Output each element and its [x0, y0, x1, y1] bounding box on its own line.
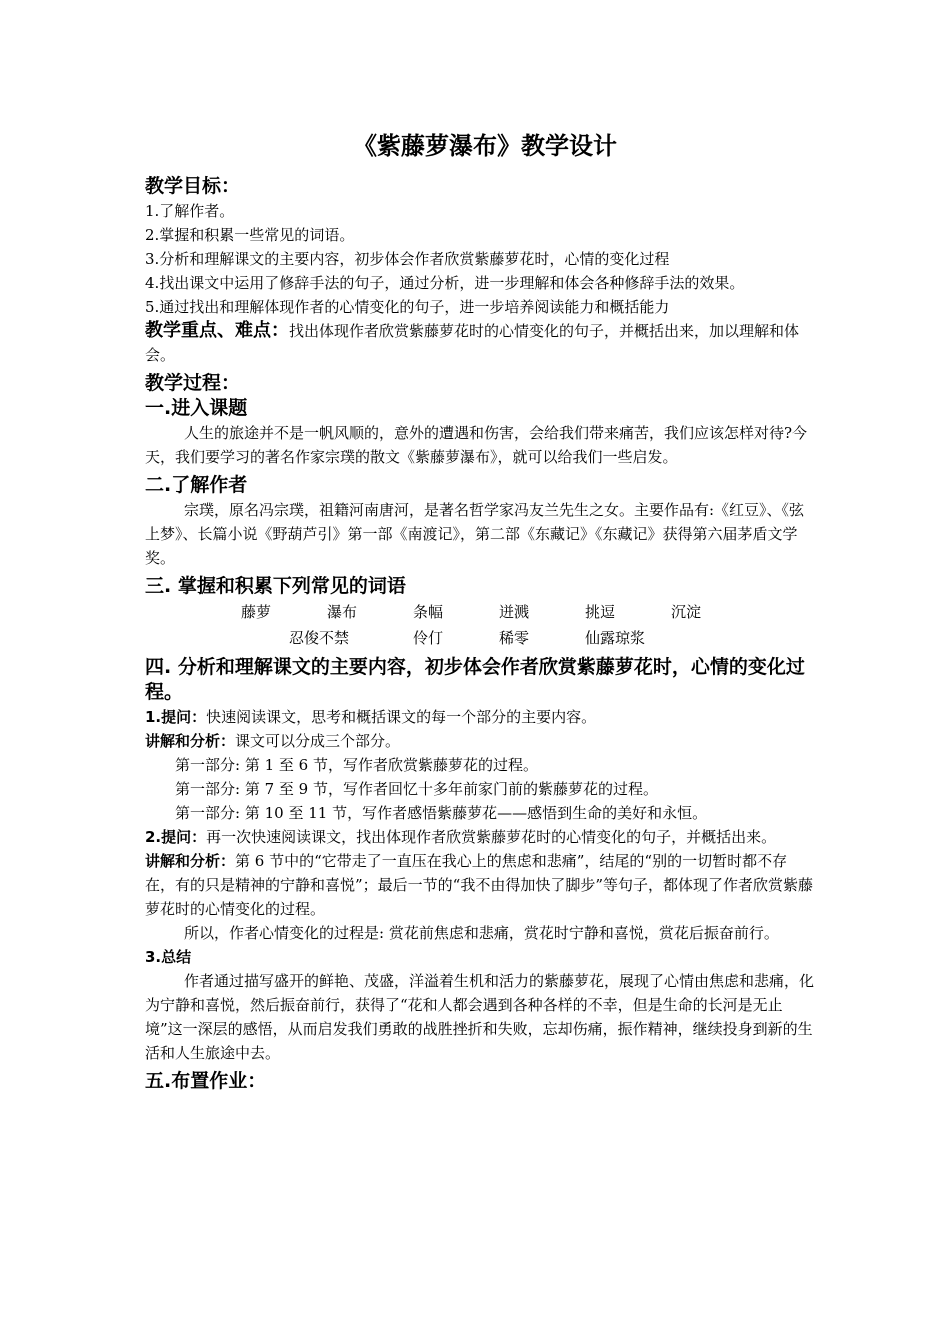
vocab-word: 仙露琼浆	[585, 629, 646, 647]
objective-item: 4.找出课文中运用了修辞手法的句子，通过分析，进一步理解和体会各种修辞手法的效果。	[145, 274, 745, 292]
section-2-text: 宗璞，原名冯宗璞，祖籍河南唐河，是著名哲学家冯友兰先生之女。主要作品有:《红豆》、《弦上梦》、长篇小说《野葫芦引》第一部《南渡记》，第二部《东藏记》《东藏记》获得第六届茅盾文学奖。	[145, 501, 805, 567]
objective-item: 5.通过找出和理解体现作者的心情变化的句子，进一步培养阅读能力和概括能力	[145, 298, 670, 316]
analysis-1-label: 讲解和分析：	[145, 732, 236, 750]
focus-paragraph	[145, 319, 815, 367]
focus-label: 教学重点、难点：	[145, 320, 289, 341]
part-item: 第一部分: 第 10 至 11 节，写作者感悟紫藤萝花——感悟到生命的美好和永恒。	[175, 804, 708, 822]
process-heading: 教学过程：	[145, 372, 241, 394]
vocab-word: 忍俊不禁	[289, 629, 350, 647]
vocab-word: 伶仃	[413, 629, 444, 647]
question-1-label: 1.提问：	[145, 708, 207, 726]
question-1-text: 快速阅读课文，思考和概括课文的每一个部分的主要内容。	[206, 708, 597, 726]
analysis-2	[145, 849, 815, 921]
section-3-heading: 三. 掌握和积累下列常见的词语	[145, 575, 406, 597]
analysis-2-label: 讲解和分析：	[145, 852, 236, 870]
vocab-word: 挑逗	[585, 603, 616, 621]
question-2	[145, 825, 815, 849]
section-5-heading: 五.布置作业：	[145, 1070, 267, 1092]
objective-item: 1.了解作者。	[145, 202, 235, 220]
analysis-2-text: 第 6 节中的“它带走了一直压在我心上的焦虑和悲痛”，结尾的“别的一切暂时都不存在，有的只是精神的宁静和喜悦”；最后一节的“我不由得加快了脚步”等句子，都体现了作者欣赏紫藤萝花时的心情变化的过程。	[145, 852, 814, 918]
vocab-row-1	[145, 599, 815, 625]
summary-label: 3.总结	[145, 948, 192, 966]
vocab-word: 藤萝	[241, 603, 272, 621]
section-1-heading: 一.进入课题	[145, 397, 248, 419]
analysis-2-conclusion: 所以，作者心情变化的过程是: 赏花前焦虑和悲痛，赏花时宁静和喜悦，赏花后振奋前行。	[184, 924, 779, 942]
document-content	[145, 130, 815, 1094]
analysis-1-text: 课文可以分成三个部分。	[235, 732, 401, 750]
part-item: 第一部分: 第 7 至 9 节，写作者回忆十多年前家门前的紫藤萝花的过程。	[175, 780, 658, 798]
vocab-word: 沉淀	[671, 603, 702, 621]
focus-text: 找出体现作者欣赏紫藤萝花时的心情变化的句子，并概括出来，加以理解和体会。	[145, 322, 800, 364]
objective-item: 3.分析和理解课文的主要内容，初步体会作者欣赏紫藤萝花时，心情的变化过程	[145, 250, 670, 268]
summary-text: 作者通过描写盛开的鲜艳、茂盛，洋溢着生机和活力的紫藤萝花，展现了心情由焦虑和悲痛，化为宁静和喜悦，然后振奋前行，获得了“花和人都会遇到各种各样的不幸，但是生命的长河是无止境”这一深层的感悟，从而启发我们勇敢的战胜挫折和失败，忘却伤痛，振作精神，继续投身到新的生活和人生旅途中去。	[145, 972, 815, 1062]
vocab-word: 稀零	[499, 629, 530, 647]
objective-item: 2.掌握和积累一些常见的词语。	[145, 226, 355, 244]
part-item: 第一部分: 第 1 至 6 节，写作者欣赏紫藤萝花的过程。	[175, 756, 538, 774]
section-4-heading: 四. 分析和理解课文的主要内容，初步体会作者欣赏紫藤萝花时，心情的变化过程。	[145, 656, 805, 703]
objectives-heading: 教学目标：	[145, 175, 241, 197]
vocab-row-2	[145, 625, 815, 651]
section-1-text: 人生的旅途并不是一帆风顺的，意外的遭遇和伤害，会给我们带来痛苦，我们应该怎样对待?今天，我们要学习的著名作家宗璞的散文《紫藤萝瀑布》，就可以给我们一些启发。	[145, 424, 808, 466]
vocab-word: 瀑布	[327, 603, 358, 621]
question-2-text: 再一次快速阅读课文，找出体现作者欣赏紫藤萝花时的心情变化的句子，并概括出来。	[206, 828, 777, 846]
vocab-word: 条幅	[413, 603, 444, 621]
document-title: 《紫藤萝瀑布》教学设计	[353, 132, 617, 160]
question-2-label: 2.提问：	[145, 828, 207, 846]
analysis-1	[145, 729, 815, 753]
question-1	[145, 705, 815, 729]
vocab-word: 迸溅	[499, 603, 530, 621]
section-2-heading: 二.了解作者	[145, 474, 248, 496]
